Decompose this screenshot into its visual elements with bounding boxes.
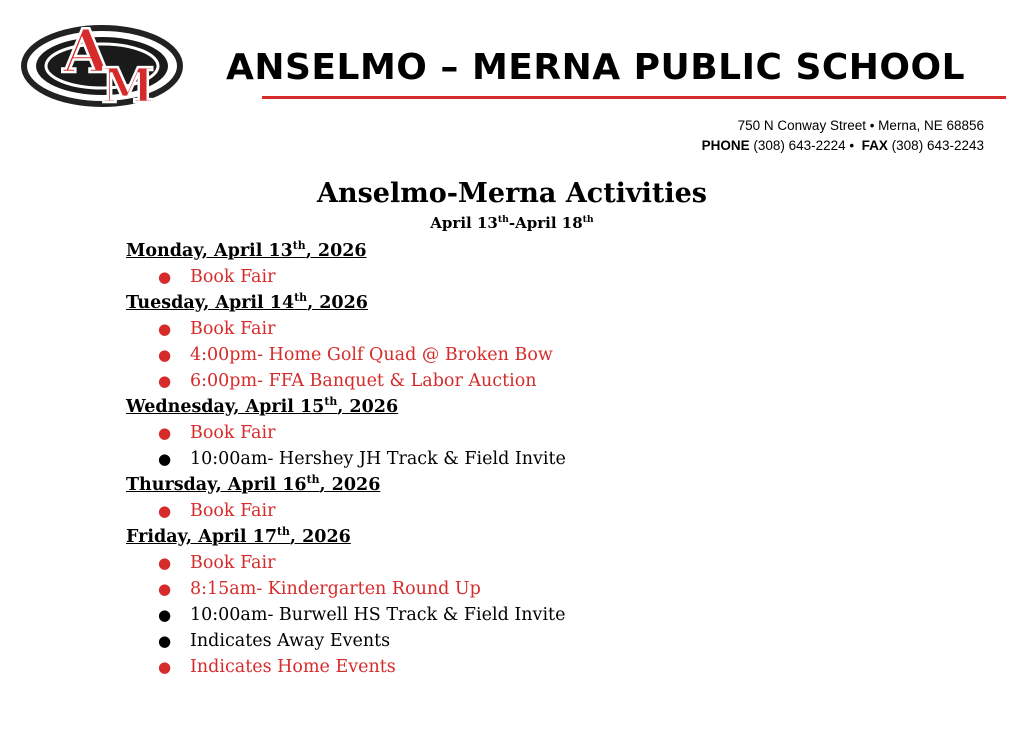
phone-fax-line xyxy=(702,136,984,156)
bullet-icon: ● xyxy=(158,450,172,468)
legend-item xyxy=(126,628,926,654)
day-heading xyxy=(126,524,926,550)
logo-letter-a: A xyxy=(62,17,110,87)
event-text: Book Fair xyxy=(190,501,276,521)
date-range-end: -April 18 xyxy=(508,214,583,232)
day-list xyxy=(126,238,926,628)
logo-letter-m: M xyxy=(101,58,155,110)
event-item xyxy=(126,342,926,368)
event-list xyxy=(126,316,926,394)
event-text: Book Fair xyxy=(190,267,276,287)
event-list xyxy=(126,264,926,290)
fax-value: (308) 643-2243 xyxy=(887,138,984,153)
event-text: 10:00am- Hershey JH Track & Field Invite xyxy=(190,449,566,469)
day-section xyxy=(126,290,926,394)
event-item xyxy=(126,550,926,576)
event-text: 6:00pm- FFA Banquet & Labor Auction xyxy=(190,371,537,391)
bullet-icon: ● xyxy=(158,268,172,286)
day-section xyxy=(126,524,926,628)
day-heading xyxy=(126,290,926,316)
event-item xyxy=(126,602,926,628)
address-line: 750 N Conway Street • Merna, NE 68856 xyxy=(737,118,984,133)
legend-text: Indicates Home Events xyxy=(190,657,396,677)
phone-label: PHONE xyxy=(701,138,750,153)
day-heading-suffix: th xyxy=(294,291,308,305)
day-heading-year: , 2026 xyxy=(319,475,381,495)
schedule xyxy=(126,238,926,680)
date-range-start-suffix: th xyxy=(497,214,509,225)
event-list xyxy=(126,498,926,524)
page-title: Anselmo-Merna Activities xyxy=(317,178,707,209)
bullet-icon: ● xyxy=(158,554,172,572)
day-heading-date: Wednesday, April 15 xyxy=(126,397,325,417)
day-heading-year: , 2026 xyxy=(305,241,367,261)
day-heading-year: , 2026 xyxy=(337,397,399,417)
day-heading-year: , 2026 xyxy=(289,527,351,547)
day-heading-suffix: th xyxy=(277,525,290,539)
bullet-icon: ● xyxy=(158,632,172,650)
day-heading-date: Tuesday, April 14 xyxy=(126,293,295,313)
event-text: Book Fair xyxy=(190,319,276,339)
header-divider xyxy=(262,96,1006,99)
day-heading-year: , 2026 xyxy=(307,293,368,313)
day-section xyxy=(126,472,926,524)
school-logo xyxy=(20,14,184,110)
bullet-icon: ● xyxy=(158,580,172,598)
bullet-icon: ● xyxy=(158,346,172,364)
day-heading xyxy=(126,394,926,420)
event-item xyxy=(126,498,926,524)
bullet-icon: ● xyxy=(158,320,172,338)
event-list xyxy=(126,550,926,628)
phone-value: (308) 643-2224 • xyxy=(749,138,862,153)
date-range-end-suffix: th xyxy=(582,214,594,225)
event-item xyxy=(126,576,926,602)
day-heading-date: Friday, April 17 xyxy=(126,527,278,547)
day-section xyxy=(126,238,926,290)
day-heading-suffix: th xyxy=(306,473,320,487)
date-range xyxy=(0,212,1024,234)
school-name: ANSELMO – MERNA PUBLIC SCHOOL xyxy=(226,47,966,88)
day-heading xyxy=(126,238,926,264)
bullet-icon: ● xyxy=(158,372,172,390)
bullet-icon: ● xyxy=(158,606,172,624)
day-section xyxy=(126,394,926,472)
legend-text: Indicates Away Events xyxy=(190,631,391,651)
event-item xyxy=(126,264,926,290)
day-heading-date: Monday, April 13 xyxy=(126,241,293,261)
event-text: Book Fair xyxy=(190,553,276,573)
day-heading-suffix: th xyxy=(324,395,338,409)
event-text: 10:00am- Burwell HS Track & Field Invite xyxy=(190,605,566,625)
event-item xyxy=(126,446,926,472)
bullet-icon: ● xyxy=(158,658,172,676)
day-heading xyxy=(126,472,926,498)
contact-info xyxy=(702,116,984,156)
event-text: 8:15am- Kindergarten Round Up xyxy=(190,579,481,599)
event-text: 4:00pm- Home Golf Quad @ Broken Bow xyxy=(190,345,553,365)
event-item xyxy=(126,368,926,394)
legend-item xyxy=(126,654,926,680)
event-item xyxy=(126,420,926,446)
legend xyxy=(126,628,926,680)
day-heading-date: Thursday, April 16 xyxy=(126,475,307,495)
event-item xyxy=(126,316,926,342)
date-range-start: April 13 xyxy=(430,214,498,232)
fax-label: FAX xyxy=(861,138,888,153)
bullet-icon: ● xyxy=(158,502,172,520)
bullet-icon: ● xyxy=(158,424,172,442)
day-heading-suffix: th xyxy=(292,239,306,253)
event-list xyxy=(126,420,926,472)
event-text: Book Fair xyxy=(190,423,276,443)
